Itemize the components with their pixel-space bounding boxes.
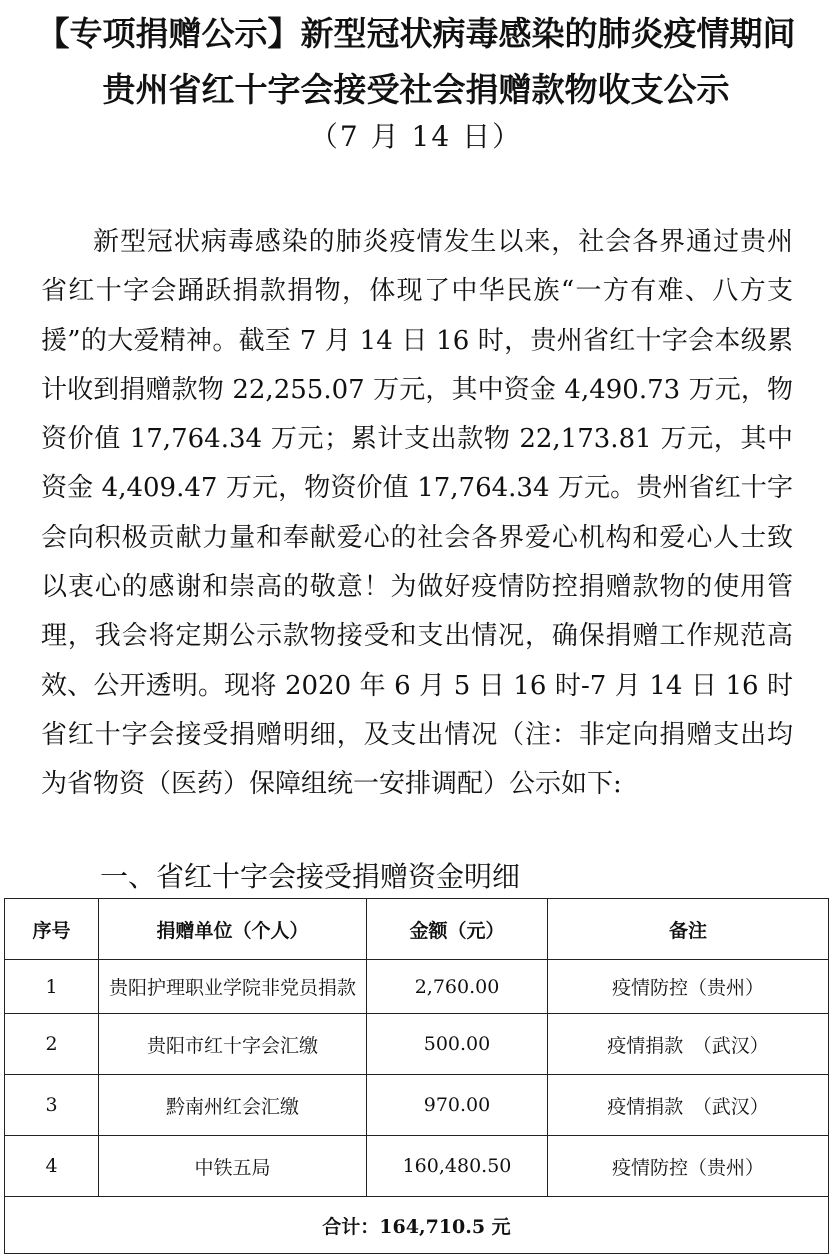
cell-amount: 160,480.50 xyxy=(367,1136,548,1197)
cell-remark: 疫情防控（贵州） xyxy=(548,1136,829,1197)
cell-donor: 贵阳市红十字会汇缴 xyxy=(99,1014,367,1075)
document-date: （7 月 14 日） xyxy=(309,120,523,153)
column-header-remark: 备注 xyxy=(548,899,829,960)
cell-index: 1 xyxy=(5,960,99,1014)
section-heading-donation-funds: 一、省红十字会接受捐赠资金明细 xyxy=(100,860,521,893)
donation-table xyxy=(4,898,829,1254)
cell-amount: 2,760.00 xyxy=(367,960,548,1014)
document-title-line2: 贵州省红十字会接受社会捐赠款物收支公示 xyxy=(102,70,730,109)
table-header-row xyxy=(5,899,829,960)
table-total: 合计：164,710.5 元 xyxy=(5,1197,829,1254)
column-header-donor: 捐赠单位（个人） xyxy=(99,899,367,960)
cell-index: 4 xyxy=(5,1136,99,1197)
cell-remark: 疫情捐款 （武汉） xyxy=(548,1075,829,1136)
table-row xyxy=(5,1136,829,1197)
cell-remark: 疫情防控（贵州） xyxy=(548,960,829,1014)
cell-amount: 970.00 xyxy=(367,1075,548,1136)
cell-remark: 疫情捐款 （武汉） xyxy=(548,1014,829,1075)
column-header-amount: 金额（元） xyxy=(367,899,548,960)
cell-index: 2 xyxy=(5,1014,99,1075)
cell-donor: 中铁五局 xyxy=(99,1136,367,1197)
table-row xyxy=(5,960,829,1014)
intro-paragraph: 新型冠状病毒感染的肺炎疫情发生以来，社会各界通过贵州省红十字会踊跃捐款捐物，体现了中华民族“一方有难、八方支援”的大爱精神。截至 7 月 14 日 16 时，贵州省红十字会本级累计收到捐赠款物 22,255.07 万元，其中资金 4,490.73 万元，物资价值 17,764.34 万元；累计支出款物 22,173.81 万元，其中资金 4,409.47 万元，物资价值 17,764.34 万元。贵州省红十字会向积极贡献力量和奉献爱心的社会各界爱心机构和爱心人士致以衷心的感谢和崇高的敬意！为做好疫情防控捐赠款物的使用管理，我会将定期公示款物接受和支出情况，确保捐赠工作规范高效、公开透明。现将 2020 年 6 月 5 日 16 时-7 月 14 日 16 时省红十字会接受捐赠明细，及支出情况（注：非定向捐赠支出均为省物资（医药）保障组统一安排调配）公示如下: xyxy=(41,227,793,800)
table-row xyxy=(5,1014,829,1075)
table-total-row xyxy=(5,1197,829,1254)
cell-donor: 贵阳护理职业学院非党员捐款 xyxy=(99,960,367,1014)
cell-donor: 黔南州红会汇缴 xyxy=(99,1075,367,1136)
document-title-line1: 【专项捐赠公示】新型冠状病毒感染的肺炎疫情期间 xyxy=(36,14,796,53)
table-row xyxy=(5,1075,829,1136)
cell-amount: 500.00 xyxy=(367,1014,548,1075)
column-header-index: 序号 xyxy=(5,899,99,960)
cell-index: 3 xyxy=(5,1075,99,1136)
